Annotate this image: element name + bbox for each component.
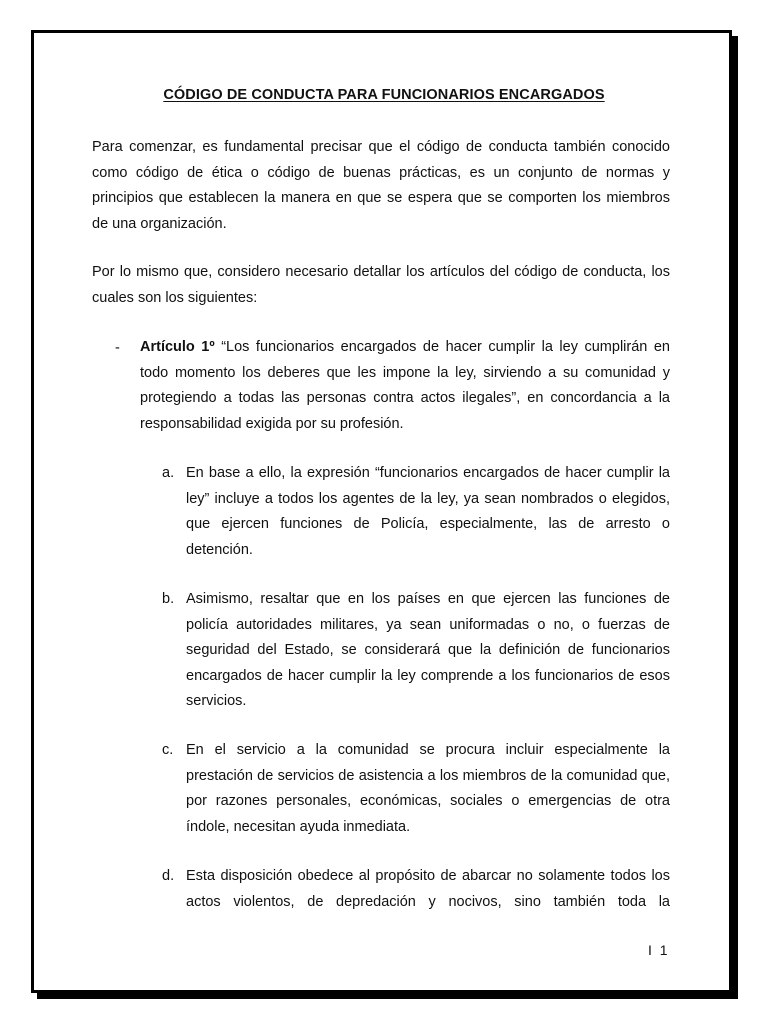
second-paragraph: Por lo mismo que, considero necesario detallar los artículos del código de conducta, los cuales son los siguientes: — [92, 264, 670, 306]
document-title: CÓDIGO DE CONDUCTA PARA FUNCIONARIOS ENCARGADOS — [163, 87, 605, 103]
article-body: “Los funcionarios encargados de hacer cumplir la ley cumplirán en todo momento los deberes que les impone la ley, sirviendo a su comunidad y protegiendo a todas las personas contra actos ilegales”, en concordancia a la responsabilidad exigida por su profesión. — [140, 339, 670, 432]
item-c-text: En el servicio a la comunidad se procura incluir especialmente la prestación de servicios de asistencia a los miembros de la comunidad que, por razones personales, económicas, sociales o emergencias de otra índole, necesitan ayuda inmediata. — [186, 742, 670, 835]
item-d-text: Esta disposición obedece al propósito de abarcar no solamente todos los actos violentos, de depredación y nocivos, sino también toda la — [186, 868, 670, 910]
article-bullet: - — [115, 340, 120, 356]
page-number: I 1 — [648, 942, 670, 958]
item-d-marker: d. — [162, 868, 175, 884]
item-a-text: En base a ello, la expresión “funcionarios encargados de hacer cumplir la ley” incluye a todos los agentes de la ley, ya sean nombrados o elegidos, que ejercen funciones de Policía, especialmente, las de arresto o detención. — [186, 465, 670, 558]
item-c-marker: c. — [162, 742, 174, 758]
article-1 — [140, 335, 670, 437]
intro-paragraph: Para comenzar, es fundamental precisar que el código de conducta también conocido como código de ética o código de buenas prácticas, es un conjunto de normas y principios que establecen la manera en que se espera que se comporten los miembros de una organización. — [92, 139, 670, 232]
item-b-marker: b. — [162, 591, 175, 607]
article-heading: Artículo 1º — [140, 339, 215, 355]
item-a-marker: a. — [162, 465, 175, 481]
item-b-text: Asimismo, resaltar que en los países en que ejercen las funciones de policía autoridades militares, ya sean uniformadas o no, o fuerzas de seguridad del Estado, se considerará que la definición de funcionarios encargados de hacer cumplir la ley comprende a los funcionarios de esos servicios. — [186, 591, 670, 709]
